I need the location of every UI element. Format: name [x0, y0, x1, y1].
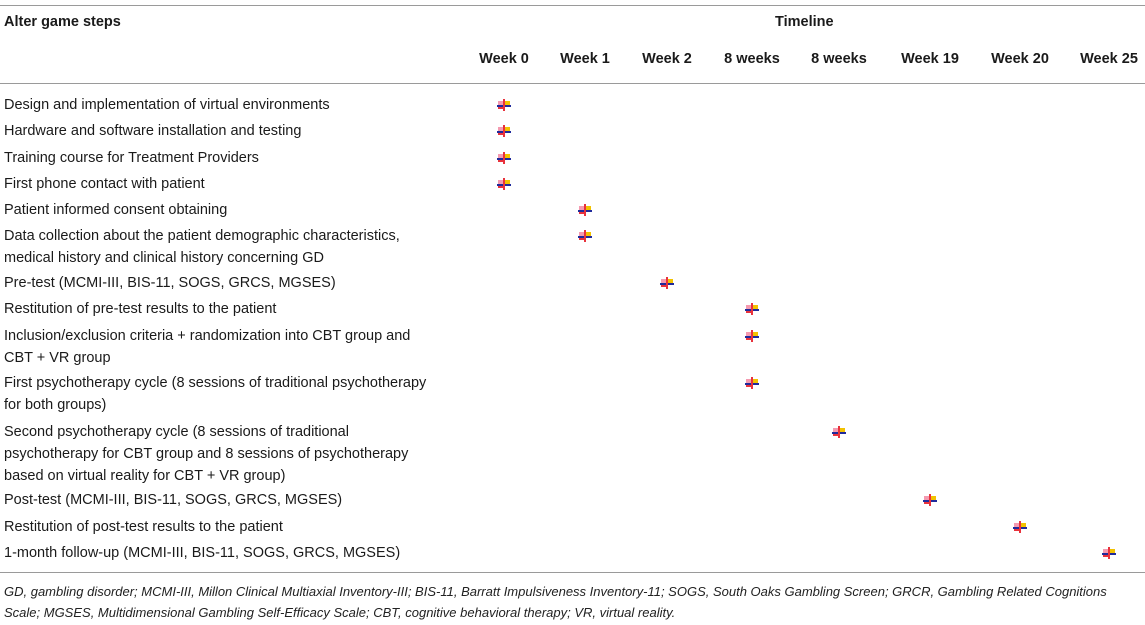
- table-top-rule: [0, 5, 1145, 6]
- step-label: Second psychotherapy cycle (8 sessions of traditional: [4, 424, 349, 440]
- week-header: 8 weeks: [724, 51, 780, 67]
- step-label: CBT + VR group: [4, 350, 111, 366]
- timeline-marker-icon: [496, 176, 512, 192]
- step-label: Hardware and software installation and testing: [4, 123, 302, 139]
- week-header: Week 19: [901, 51, 959, 67]
- timeline-marker-icon: [577, 228, 593, 244]
- timeline-marker-icon: [831, 424, 847, 440]
- table-footnote: GD, gambling disorder; MCMI-III, Millon Clinical Multiaxial Inventory-III; BIS-11, Barratt Impulsiveness Inventory-11; SOGS, South Oaks Gambling Screen; GRCR, Gambling Related Cognitions Scale; MGSES, Multidimensional Gambling Self-Efficacy Scale; CBT, cognitive behavioral therapy; VR, virtual reality.: [4, 584, 1107, 620]
- steps-column-header: Alter game steps: [4, 14, 121, 30]
- step-label: Pre-test (MCMI-III, BIS-11, SOGS, GRCS, MGSES): [4, 275, 336, 291]
- week-header: Week 20: [991, 51, 1049, 67]
- week-header: Week 0: [479, 51, 529, 67]
- step-label: First phone contact with patient: [4, 176, 205, 192]
- step-label: Design and implementation of virtual environments: [4, 97, 330, 113]
- step-label: Data collection about the patient demographic characteristics,: [4, 228, 400, 244]
- table-bottom-rule: [0, 572, 1145, 573]
- step-label: Restitution of post-test results to the patient: [4, 519, 283, 535]
- timeline-marker-icon: [496, 97, 512, 113]
- step-label: Post-test (MCMI-III, BIS-11, SOGS, GRCS, MGSES): [4, 492, 343, 508]
- timeline-marker-icon: [659, 275, 675, 291]
- step-label: for both groups): [4, 397, 107, 413]
- timeline-marker-icon: [496, 150, 512, 166]
- step-label: Restitution of pre-test results to the patient: [4, 301, 277, 317]
- step-label: Patient informed consent obtaining: [4, 202, 228, 218]
- step-label: 1-month follow-up (MCMI-III, BIS-11, SOGS, GRCS, MGSES): [4, 545, 401, 561]
- timeline-marker-icon: [577, 202, 593, 218]
- timeline-marker-icon: [1101, 545, 1117, 561]
- step-label: medical history and clinical history concerning GD: [4, 250, 324, 266]
- timeline-marker-icon: [1012, 519, 1028, 535]
- step-label: Training course for Treatment Providers: [4, 150, 259, 166]
- step-label: First psychotherapy cycle (8 sessions of traditional psychotherapy: [4, 375, 427, 391]
- timeline-marker-icon: [922, 492, 938, 508]
- week-header: 8 weeks: [811, 51, 867, 67]
- week-header: Week 25: [1080, 51, 1138, 67]
- timeline-marker-icon: [744, 301, 760, 317]
- timeline-marker-icon: [496, 123, 512, 139]
- week-header: Week 1: [560, 51, 610, 67]
- timeline-marker-icon: [744, 375, 760, 391]
- step-label: based on virtual reality for CBT + VR group): [4, 468, 286, 484]
- timeline-marker-icon: [744, 328, 760, 344]
- step-label: Inclusion/exclusion criteria + randomization into CBT group and: [4, 328, 411, 344]
- step-label: psychotherapy for CBT group and 8 sessions of psychotherapy: [4, 446, 409, 462]
- week-header: Week 2: [642, 51, 692, 67]
- header-bottom-rule: [0, 83, 1145, 84]
- timeline-header: Timeline: [775, 14, 834, 30]
